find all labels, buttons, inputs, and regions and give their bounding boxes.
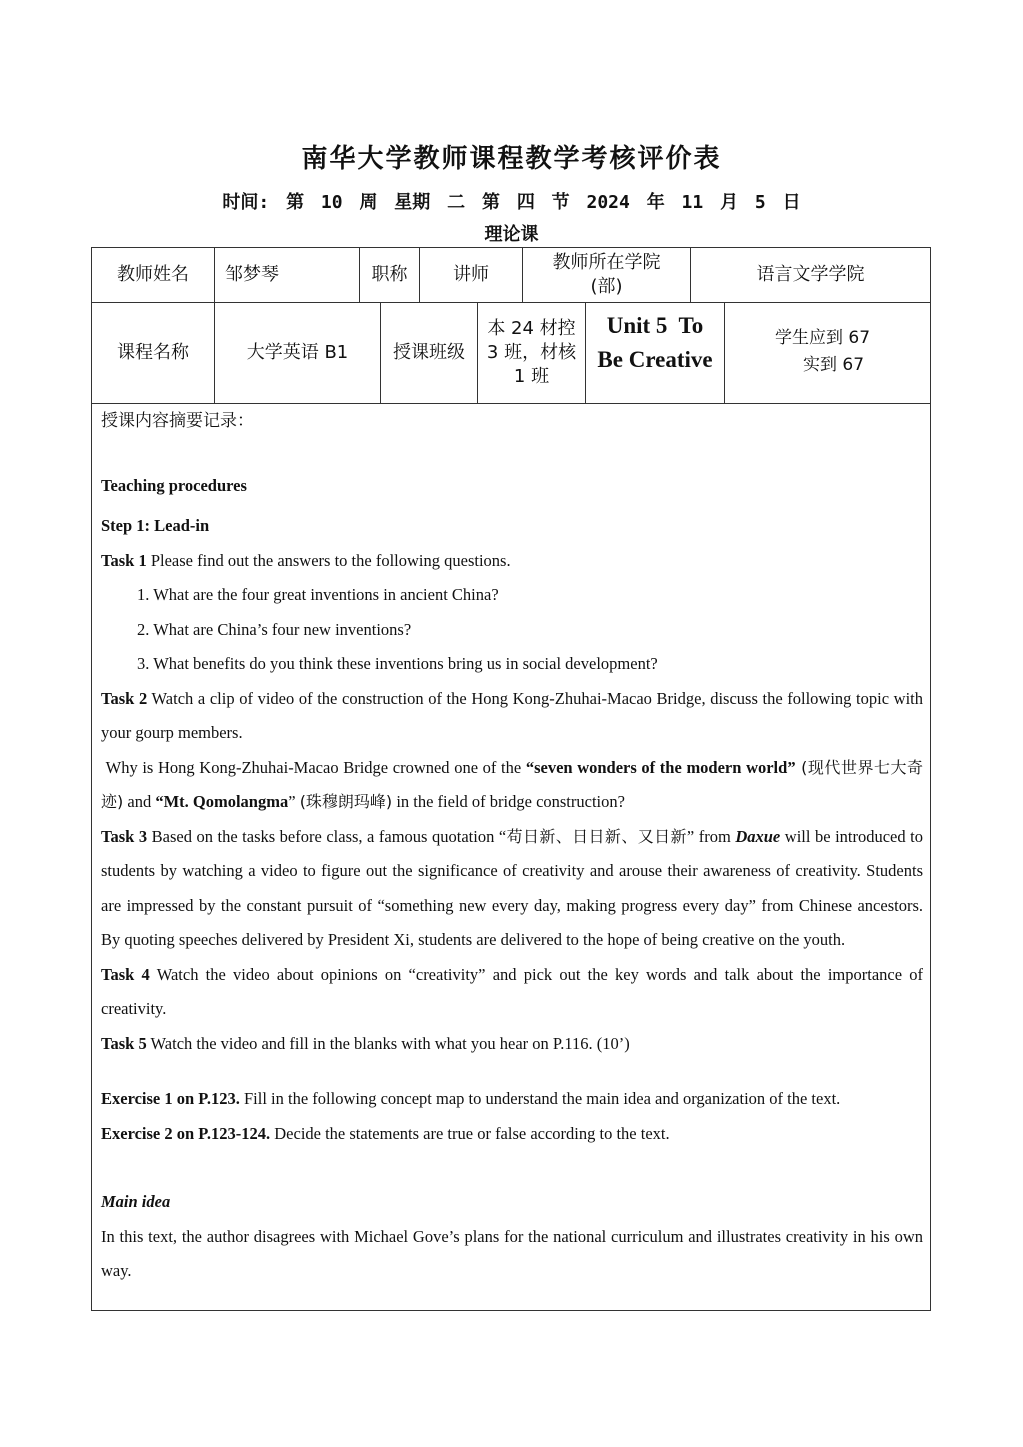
- exercise-1-label: Exercise 1 on P.123.: [101, 1089, 240, 1108]
- year: 2024: [586, 192, 630, 213]
- weekday: 二: [447, 192, 466, 213]
- text-run: (现代世界七大奇迹): [101, 757, 923, 811]
- exercise-2-label: Exercise 2 on P.123-124.: [101, 1123, 271, 1143]
- date-part: 节: [551, 192, 570, 213]
- summary-heading: 授课内容摘要记录：: [101, 411, 254, 431]
- unit-title: [586, 303, 724, 403]
- question-2: 2. What are China’s four new inventions?: [137, 619, 412, 639]
- date-part: 第: [286, 192, 305, 213]
- text-run: ”: [288, 792, 300, 811]
- text-run: in the field of bridge construction?: [392, 792, 625, 811]
- task1: [101, 544, 923, 579]
- main-idea-heading: Main idea: [101, 1192, 171, 1211]
- class-label: 授课班级: [393, 342, 465, 363]
- step1-heading: Step 1: Lead-in: [101, 516, 210, 535]
- text-run: “Mt. Qomolangma: [155, 792, 289, 811]
- college-label: [523, 248, 690, 302]
- date-part: 日: [782, 192, 801, 213]
- exercise-2: [101, 1117, 923, 1152]
- task3-label: Task 3: [101, 826, 148, 846]
- class-value-line: 本 24 材控: [487, 318, 576, 339]
- teacher-name-value: 邹梦琴: [225, 264, 279, 285]
- unit-title-line: Be Creative: [597, 347, 713, 372]
- class-value-line: 3 班，材核: [486, 342, 577, 363]
- main-idea-text: In this text, the author disagrees with Michael Gove’s plans for the national curriculum and illustrates creativity in his own way.: [101, 1226, 923, 1280]
- attendance-expected: 学生应到 67: [774, 328, 871, 348]
- course-name-label: 课程名称: [117, 342, 189, 363]
- course-type: 理论课: [484, 224, 539, 245]
- day: 5: [754, 192, 766, 213]
- exercise-1: [101, 1082, 923, 1117]
- date-part: 月: [720, 192, 739, 213]
- task5: [101, 1027, 923, 1062]
- text-run: will be introduced to students by watching a video to figure out the significance of creativity and arouse their awareness of creativity. Students are impressed by the constant pursuit of “something new every day, making progress every day” from Chinese ancestors. By quoting speeches delivered by President Xi, students are delivered to the hope of being creative on the youth.: [101, 826, 923, 949]
- task2-question: [101, 751, 923, 820]
- question-1: 1. What are the four great inventions in ancient China?: [137, 585, 499, 604]
- text-run: (珠穆朗玛峰): [299, 792, 393, 811]
- text-run: Based on the tasks before class, a famous quotation “: [147, 826, 507, 846]
- text-run: and: [123, 792, 156, 811]
- text-run: Daxue: [735, 826, 781, 846]
- text-run: ” from: [686, 826, 736, 846]
- task2-text: Watch a clip of video of the construction of the Hong Kong-Zhuhai-Macao Bridge, discuss the following topic with your gourp members.: [101, 688, 923, 742]
- job-title-label: 职称: [371, 264, 408, 285]
- date-part: 星期: [394, 192, 431, 213]
- course-name-value: 大学英语 B1: [246, 342, 349, 363]
- college-label-line: 教师所在学院: [552, 252, 661, 273]
- task4: [101, 958, 923, 1027]
- week-number: 10: [320, 192, 343, 213]
- task5-text: Watch the video and fill in the blanks with what you hear on P.116. (10’): [146, 1033, 630, 1053]
- task1-text: Please find out the answers to the following questions.: [146, 550, 511, 570]
- college-label-line: (部): [590, 276, 623, 297]
- text-run: Why is Hong Kong-Zhuhai-Macao Bridge crowned one of the: [101, 757, 526, 777]
- date-part: 周: [359, 192, 378, 213]
- text-run: 苟日新、日日新、又日新: [506, 826, 687, 846]
- college-value: 语言文学学院: [756, 264, 865, 285]
- exercise-2-text: Decide the statements are true or false according to the text.: [270, 1123, 670, 1143]
- task4-text: Watch the video about opinions on “creativity” and pick out the key words and talk about the importance of creativity.: [101, 964, 924, 1018]
- task1-label: Task 1: [101, 550, 147, 570]
- teaching-procedures-heading: Teaching procedures: [101, 475, 247, 495]
- date-line: [0, 188, 1023, 214]
- date-part: 年: [646, 192, 665, 213]
- class-value: [478, 303, 585, 403]
- text-run: “seven wonders of the modern world”: [525, 757, 796, 777]
- period-number: 四: [516, 192, 535, 213]
- attendance-actual: 实到 67: [802, 355, 865, 375]
- form-title: 南华大学教师课程教学考核评价表: [301, 144, 722, 174]
- task2-label: Task 2: [101, 688, 148, 708]
- evaluation-table: [91, 247, 931, 1311]
- teaching-summary: [101, 404, 923, 1289]
- question-3: 3. What benefits do you think these inventions bring us in social development?: [137, 654, 658, 673]
- month: 11: [681, 192, 704, 213]
- class-value-line: 1 班: [513, 366, 550, 387]
- task3: [101, 820, 923, 958]
- task2: [101, 682, 923, 751]
- attendance: [725, 303, 930, 403]
- date-label: 时间:: [222, 192, 270, 213]
- job-title-value: 讲师: [453, 264, 489, 285]
- unit-title-line: Unit 5 To: [606, 313, 704, 338]
- task4-label: Task 4: [101, 964, 150, 984]
- task5-label: Task 5: [101, 1033, 147, 1053]
- exercise-1-text: Fill in the following concept map to understand the main idea and organization of the text.: [239, 1089, 841, 1108]
- teacher-name-label: 教师姓名: [117, 264, 189, 285]
- date-part: 第: [481, 192, 500, 213]
